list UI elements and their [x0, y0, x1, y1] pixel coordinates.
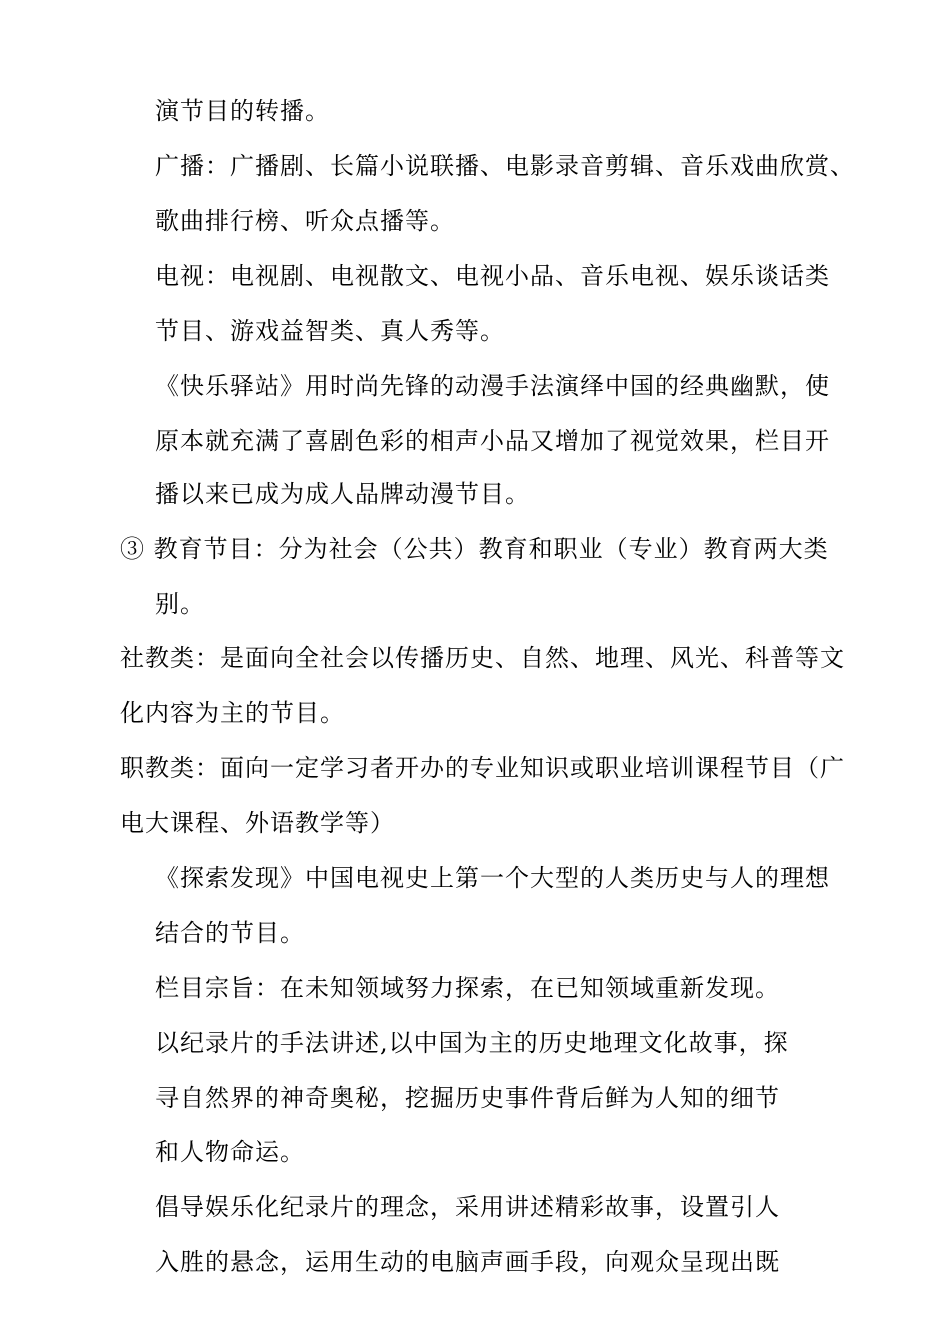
text-line: 演节目的转播。 [155, 97, 330, 125]
text-line: 广播：广播剧、长篇小说联播、电影录音剪辑、音乐戏曲欣赏、 [155, 152, 855, 180]
text-line: 化内容为主的节目。 [120, 699, 345, 727]
text-line: 原本就充满了喜剧色彩的相声小品又增加了视觉效果，栏目开 [155, 427, 830, 455]
text-line: 以纪录片的手法讲述,以中国为主的历史地理文化故事，探 [155, 1029, 789, 1057]
text-line: 栏目宗旨：在未知领域努力探索，在已知领域重新发现。 [155, 974, 780, 1002]
text-line: 社教类：是面向全社会以传播历史、自然、地理、风光、科普等文 [120, 644, 845, 672]
text-line: 《快乐驿站》用时尚先锋的动漫手法演绎中国的经典幽默，使 [155, 372, 830, 400]
text-line: 入胜的悬念，运用生动的电脑声画手段，向观众呈现出既 [155, 1248, 780, 1276]
text-line: 和人物命运。 [155, 1138, 305, 1166]
text-line: 歌曲排行榜、听众点播等。 [155, 207, 455, 235]
text-line: 别。 [155, 590, 205, 618]
text-line: 播以来已成为成人品牌动漫节目。 [155, 480, 530, 508]
text-line: 电视：电视剧、电视散文、电视小品、音乐电视、娱乐谈话类 [155, 262, 830, 290]
text-line: 职教类：面向一定学习者开办的专业知识或职业培训课程节目（广 [120, 754, 845, 782]
text-line: 节目、游戏益智类、真人秀等。 [155, 317, 505, 345]
text-line: 倡导娱乐化纪录片的理念，采用讲述精彩故事，设置引人 [155, 1193, 780, 1221]
text-line: 《探索发现》中国电视史上第一个大型的人类历史与人的理想 [155, 864, 830, 892]
text-line: 电大课程、外语教学等） [120, 809, 395, 837]
text-line: 结合的节目。 [155, 919, 305, 947]
section-heading-line: ③ 教育节目：分为社会（公共）教育和职业（专业）教育两大类 [120, 535, 829, 563]
text-line: 寻自然界的神奇奥秘，挖掘历史事件背后鲜为人知的细节 [155, 1084, 780, 1112]
